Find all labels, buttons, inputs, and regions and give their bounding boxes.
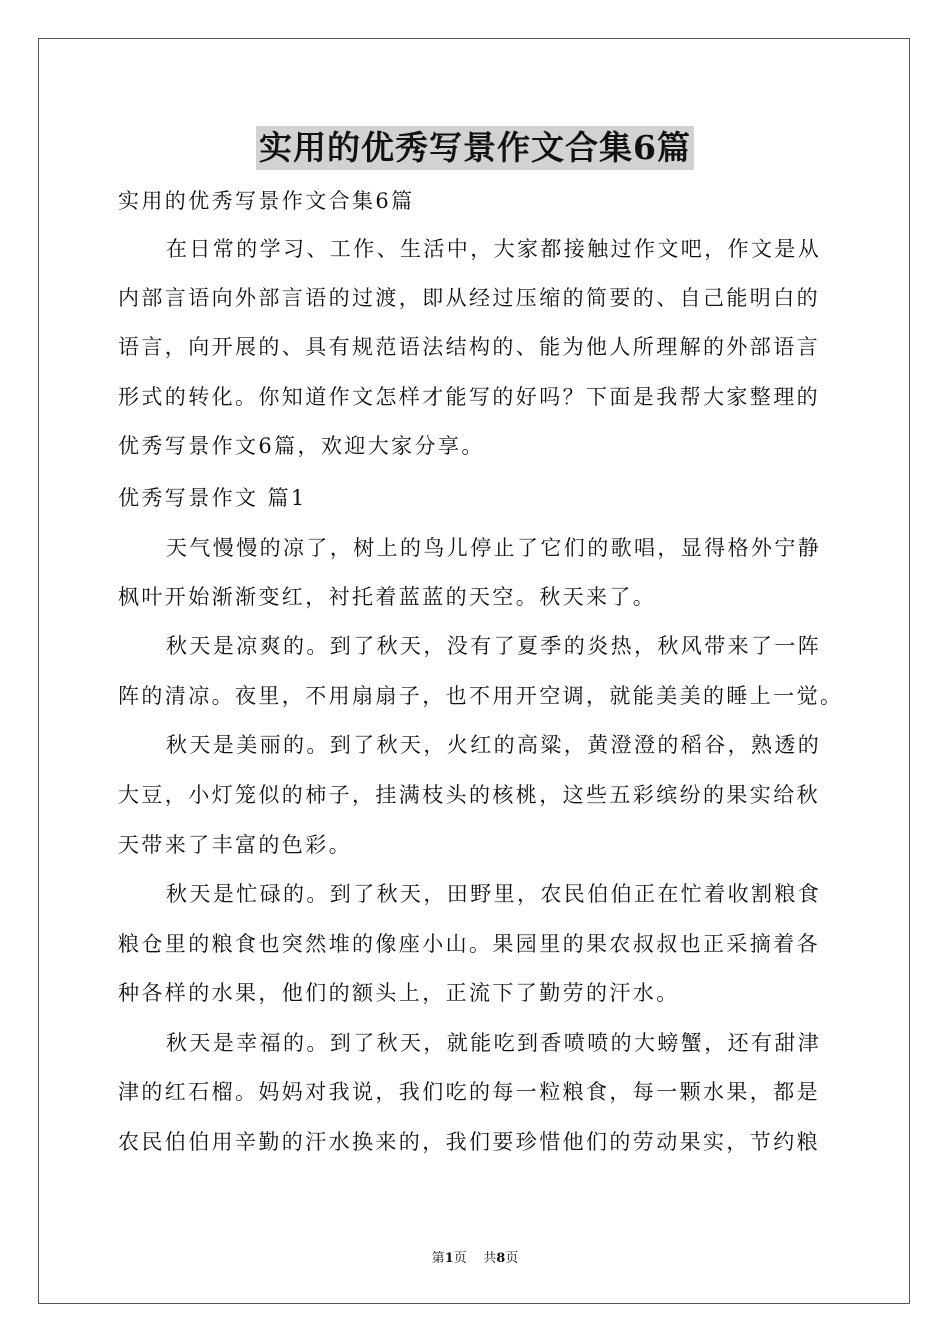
text-line: 枫叶开始渐渐变红，衬托着蓝蓝的天空。秋天来了。 xyxy=(118,585,657,609)
text-line: 在日常的学习、工作、生活中，大家都接触过作文吧，作文是从 xyxy=(166,237,822,261)
footer-page-prefix: 第 xyxy=(431,1251,445,1266)
footer-page-suffix: 页 xyxy=(505,1251,519,1266)
text-line: 秋天是凉爽的。到了秋天，没有了夏季的炎热，秋风带来了一阵 xyxy=(166,634,822,658)
page-border xyxy=(38,38,910,1304)
text-line: 天带来了丰富的色彩。 xyxy=(118,833,352,857)
footer-page-mid: 页 共 xyxy=(453,1251,497,1266)
text-line: 秋天是忙碌的。到了秋天，田野里，农民伯伯正在忙着收割粮食 xyxy=(166,882,822,906)
text-line: 津的红石榴。妈妈对我说，我们吃的每一粒粮食，每一颗水果，都是 xyxy=(118,1080,820,1104)
footer-current-page: 1 xyxy=(444,1251,454,1266)
text-line: 农民伯伯用辛勤的汗水换来的，我们要珍惜他们的劳动果实，节约粮 xyxy=(118,1130,820,1154)
text-line: 秋天是幸福的。到了秋天，就能吃到香喷喷的大螃蟹，还有甜津 xyxy=(166,1031,822,1055)
text-line: 大豆，小灯笼似的柿子，挂满枝头的核桃，这些五彩缤纷的果实给秋 xyxy=(118,783,820,807)
text-line: 秋天是美丽的。到了秋天，火红的高粱，黄澄澄的稻谷，熟透的 xyxy=(166,733,822,757)
text-line: 天气慢慢的凉了，树上的鸟儿停止了它们的歌唱，显得格外宁静 xyxy=(166,536,822,560)
page-footer xyxy=(0,1247,950,1266)
document-title: 实用的优秀写景作文合集6篇 xyxy=(256,126,694,170)
footer-total-pages: 8 xyxy=(496,1251,506,1266)
text-line: 种各样的水果，他们的额头上，正流下了勤劳的汗水。 xyxy=(118,981,680,1005)
text-line: 粮仓里的粮食也突然堆的像座小山。果园里的果农叔叔也正采摘着各 xyxy=(118,932,820,956)
title-container xyxy=(0,126,950,170)
text-line: 阵的清凉。夜里，不用扇扇子，也不用开空调，就能美美的睡上一觉。 xyxy=(118,684,844,708)
section-heading: 优秀写景作文 篇1 xyxy=(118,486,307,510)
subtitle-line: 实用的优秀写景作文合集6篇 xyxy=(118,189,415,213)
text-line: 语言，向开展的、具有规范语法结构的、能为他人所理解的外部语言 xyxy=(118,335,820,359)
text-line: 优秀写景作文6篇，欢迎大家分享。 xyxy=(118,434,485,458)
text-line: 内部言语向外部言语的过渡，即从经过压缩的简要的、自己能明白的 xyxy=(118,286,820,310)
text-line: 形式的转化。你知道作文怎样才能写的好吗？下面是我帮大家整理的 xyxy=(118,385,820,409)
